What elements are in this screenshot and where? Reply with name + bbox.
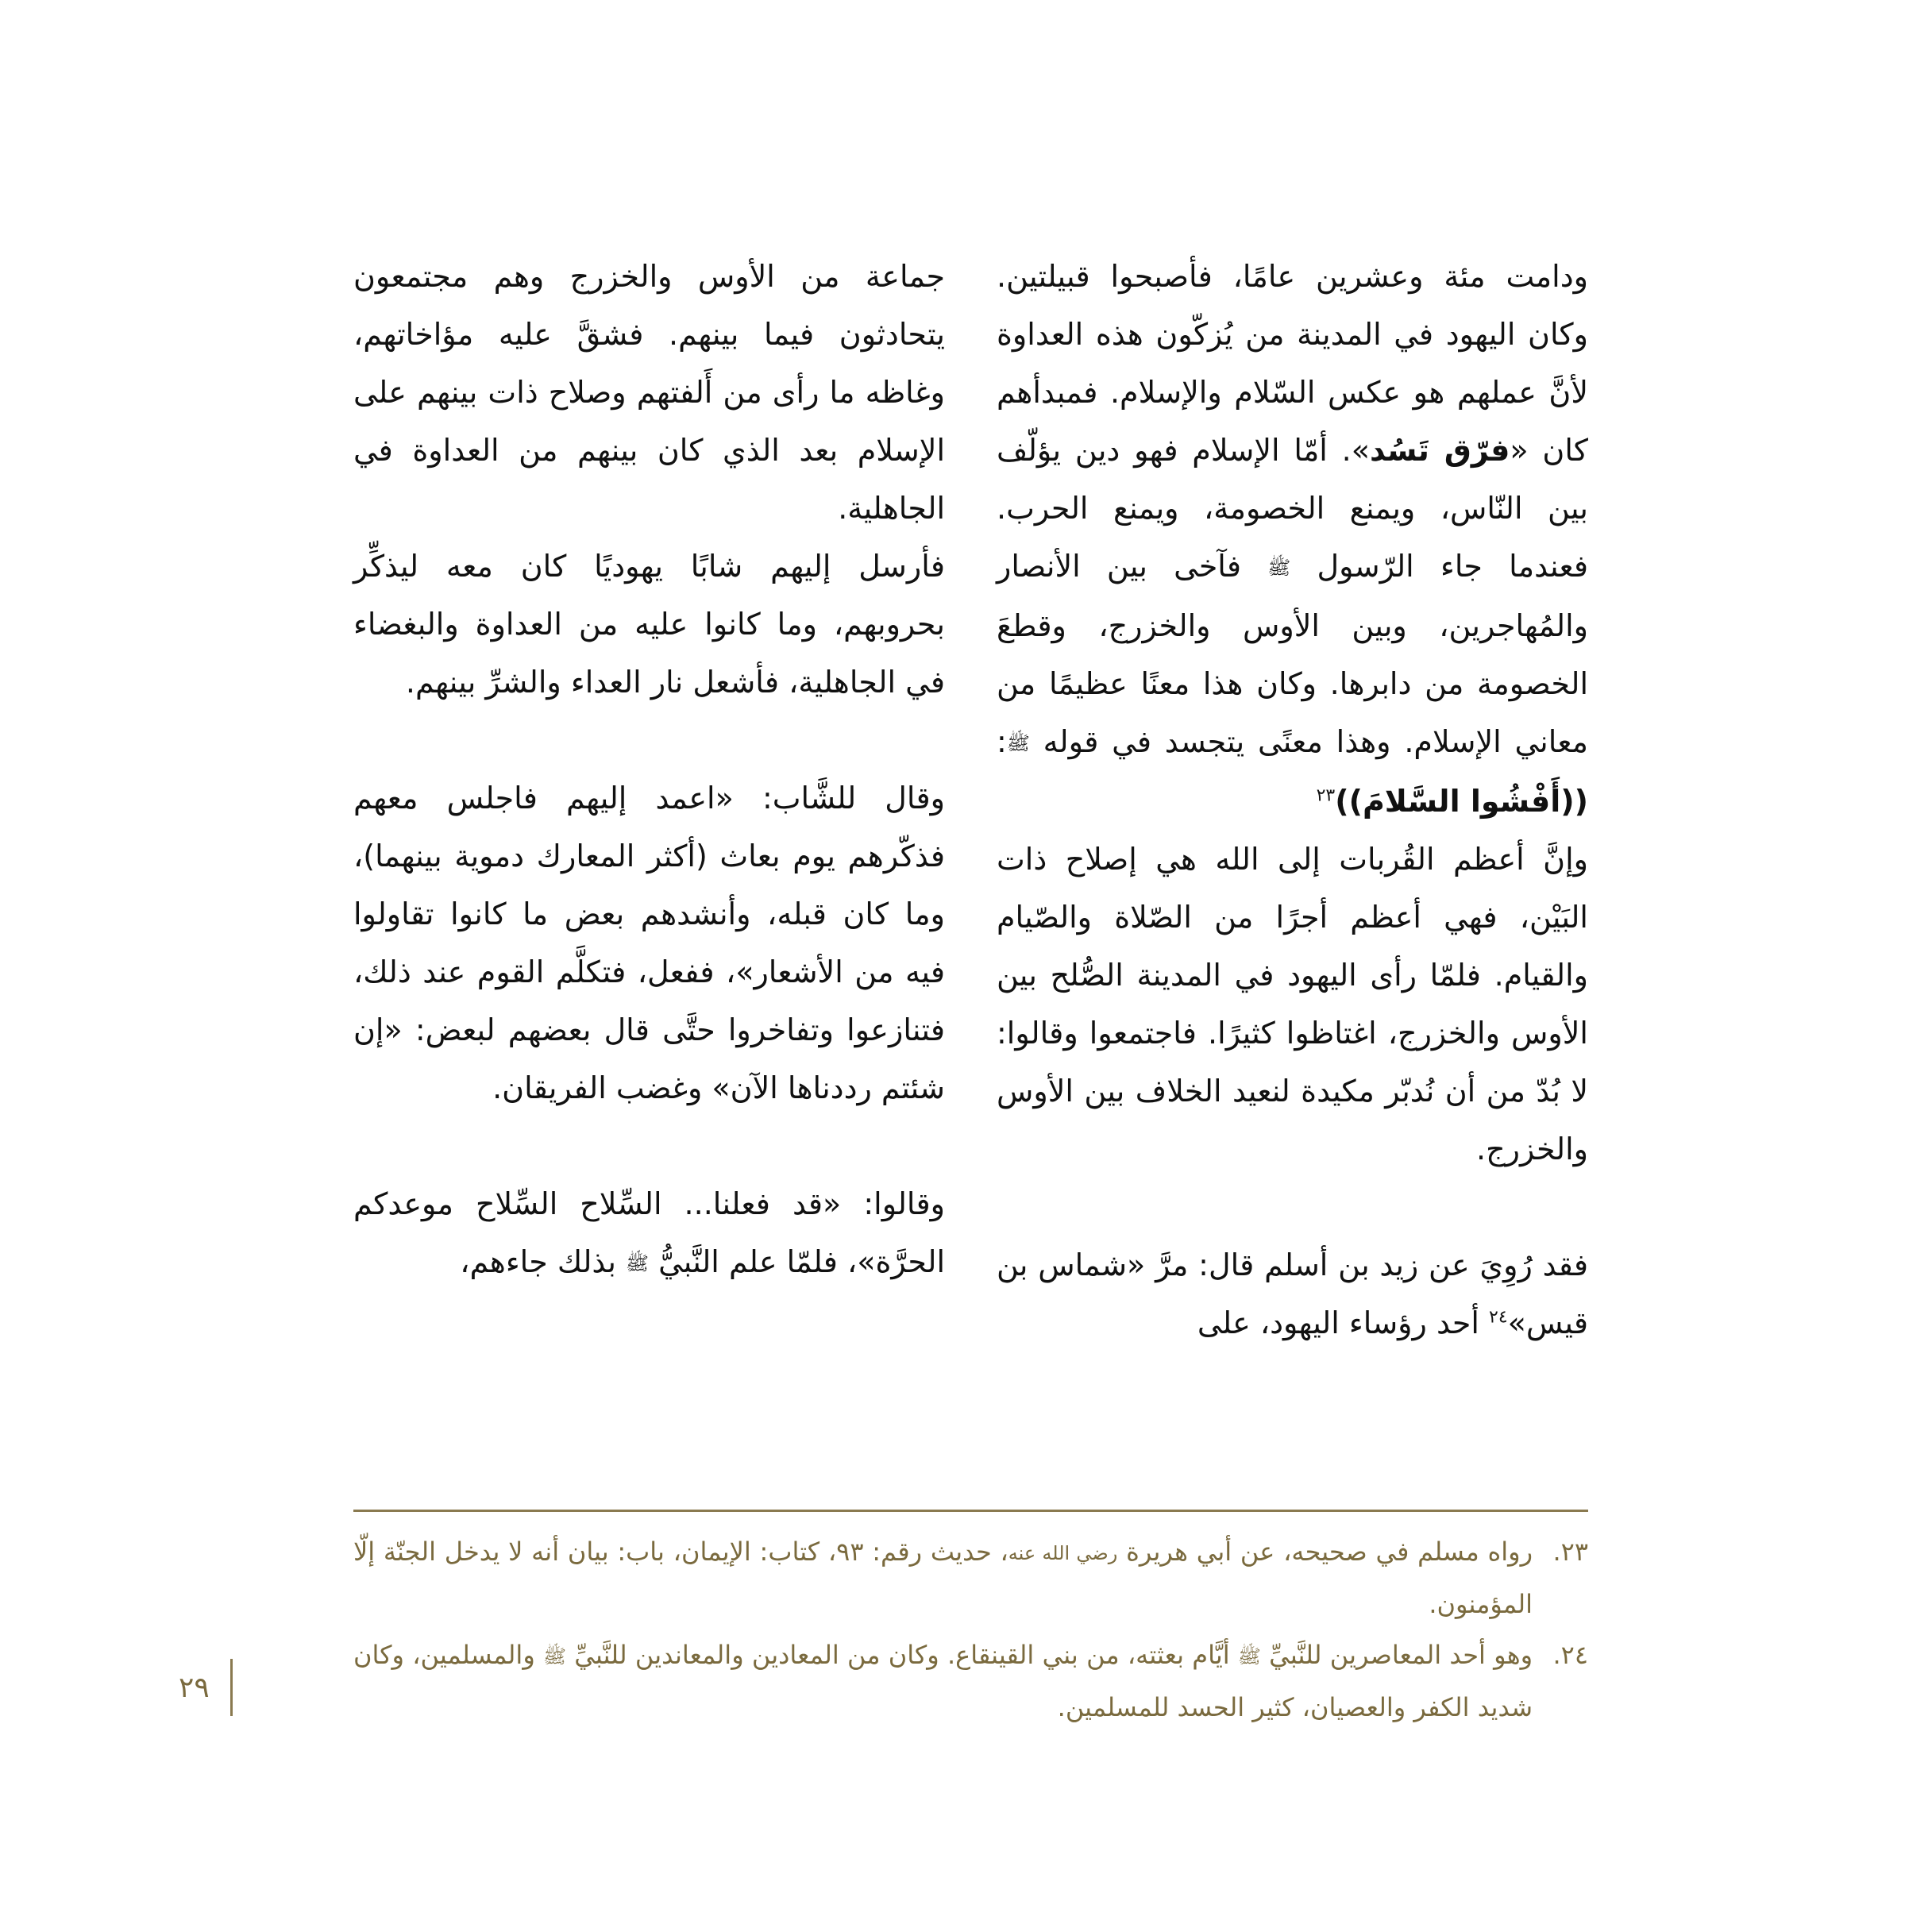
paragraph bbox=[997, 831, 1588, 1178]
text-run: ». أمّا الإسلام فهو دين يؤلّف بين النّاس، ويمنع الخصومة، ويمنع الحرب. فعندما جاء الرّسول bbox=[997, 433, 1588, 584]
text-run: أيَّام بعثته، من بني القينقاع. وكان من المعادين والمعاندين للنَّبيِّ bbox=[566, 1640, 1238, 1670]
text-run: والمسلمين، وكان شديد الكفر والعصيان، كثير الحسد للمسلمين. bbox=[353, 1640, 1533, 1722]
footnote-reference[interactable]: ٢٤ bbox=[1489, 1307, 1508, 1328]
salawat-ligature-icon: ﷺ bbox=[1267, 557, 1291, 579]
text-run: فأرسل إليهم شابًا يهوديًا كان معه ليذكِّر بحروبهم، وما كانوا عليه من العداوة والبغضاء في الجاهلية، فأشعل نار العداء والشرِّ بينهم. bbox=[353, 549, 945, 700]
paragraph bbox=[353, 1175, 945, 1293]
text-run: رواه مسلم في صحيحه، عن أبي هريرة bbox=[1117, 1537, 1533, 1567]
text-run: : bbox=[997, 724, 1007, 759]
text-run: وإنَّ أعظم القُربات إلى الله هي إصلاح ذات البَيْن، فهي أعظم أجرًا من الصّلاة والصّيام والقيام. فلمّا رأى اليهود في المدينة الصُّلح بين الأوس والخزرج، اغتاظوا كثيرًا. فاجتمعوا وقالوا: لا بُدّ من أن نُدبّر مكيدة لنعيد الخلاف بين الأوس والخزرج. bbox=[997, 842, 1588, 1167]
footnotes bbox=[353, 1526, 1588, 1733]
footnote-reference[interactable]: ٢٣ bbox=[1316, 785, 1336, 806]
page-number: ٢٩ bbox=[179, 1671, 210, 1704]
text-run: ودامت مئة وعشرين عامًا، فأصبحوا قبيلتين. وكان اليهود في المدينة من يُزكّون هذه العداوة لأنَّ عملهم هو عكس السّلام والإسلام. فمبدأهم كان « bbox=[997, 259, 1588, 468]
folio-divider bbox=[230, 1659, 233, 1716]
text-run: وقال للشَّاب: «اعمد إليهم فاجلس معهم فذكّرهم يوم بعاث (أكثر المعارك دموية بينهما)، وما كان قبله، وأنشدهم بعض ما كانوا تقاولوا فيه من الأشعار»، ففعل، فتكلَّم القوم عند ذلك، فتنازعوا وتفاخروا حتَّى قال بعضهم لبعض: «إن شئتم رددناها الآن» وغضب الفريقان. bbox=[353, 781, 945, 1105]
text-run: جماعة من الأوس والخزرج وهم مجتمعون يتحادثون فيما بينهم. فشقَّ عليه مؤاخاتهم، وغاظه ما رأى من أَلفتهم وصلاح ذات بينهم على الإسلام بعد الذي كان بينهم من العداوة في الجاهلية. bbox=[353, 259, 945, 526]
salawat-ligature-icon: ﷺ bbox=[1237, 1645, 1261, 1668]
footnote-separator bbox=[353, 1510, 1588, 1512]
paragraph bbox=[353, 538, 945, 711]
emphasized-text: ((أَفْشُوا السَّلامَ)) bbox=[1335, 784, 1588, 819]
footnote-number: ٢٣. bbox=[1552, 1537, 1589, 1567]
text-run: فآخى بين الأنصار والمُهاجرين، وبين الأوس والخزرج، وقطعَ الخصومة من دابرها. وكان هذا معنًا عظيمًا من معاني الإسلام. وهذا معنًى يتجسد في قوله bbox=[997, 549, 1588, 759]
text-run: أحد رؤساء اليهود، على bbox=[1197, 1305, 1490, 1340]
left-text-column bbox=[353, 248, 945, 1293]
radiallahu-anhu-icon: رضي الله عنه bbox=[1008, 1542, 1118, 1564]
footnote bbox=[353, 1629, 1588, 1733]
emphasized-text: فرّق تَسُد bbox=[1370, 433, 1510, 468]
text-run: وقالوا: «قد فعلنا... السِّلاح السِّلاح موعدكم الحرَّة»، فلمّا علم النَّبيُّ bbox=[353, 1186, 945, 1279]
text-run: ، حديث رقم: ٩٣، كتاب: الإيمان، باب: بيان أنه لا يدخل الجنّة إلّا المؤمنون. bbox=[353, 1537, 1533, 1619]
footnote bbox=[353, 1526, 1588, 1629]
right-text-column bbox=[997, 248, 1588, 1352]
paragraph bbox=[997, 248, 1588, 831]
footnote-number: ٢٤. bbox=[1552, 1640, 1589, 1670]
salawat-ligature-icon: ﷺ bbox=[1006, 732, 1030, 754]
page-folio bbox=[179, 1660, 233, 1715]
text-run: فقد رُوِيَ عن زيد بن أسلم قال: مرَّ «شماس بن قيس» bbox=[997, 1248, 1588, 1340]
paragraph bbox=[353, 248, 945, 538]
text-run: بذلك جاءهم، bbox=[460, 1244, 627, 1279]
paragraph bbox=[997, 1236, 1588, 1352]
salawat-ligature-icon: ﷺ bbox=[543, 1645, 567, 1668]
paragraph bbox=[353, 769, 945, 1117]
salawat-ligature-icon: ﷺ bbox=[626, 1252, 650, 1275]
text-run: وهو أحد المعاصرين للنَّبيِّ bbox=[1260, 1640, 1533, 1670]
